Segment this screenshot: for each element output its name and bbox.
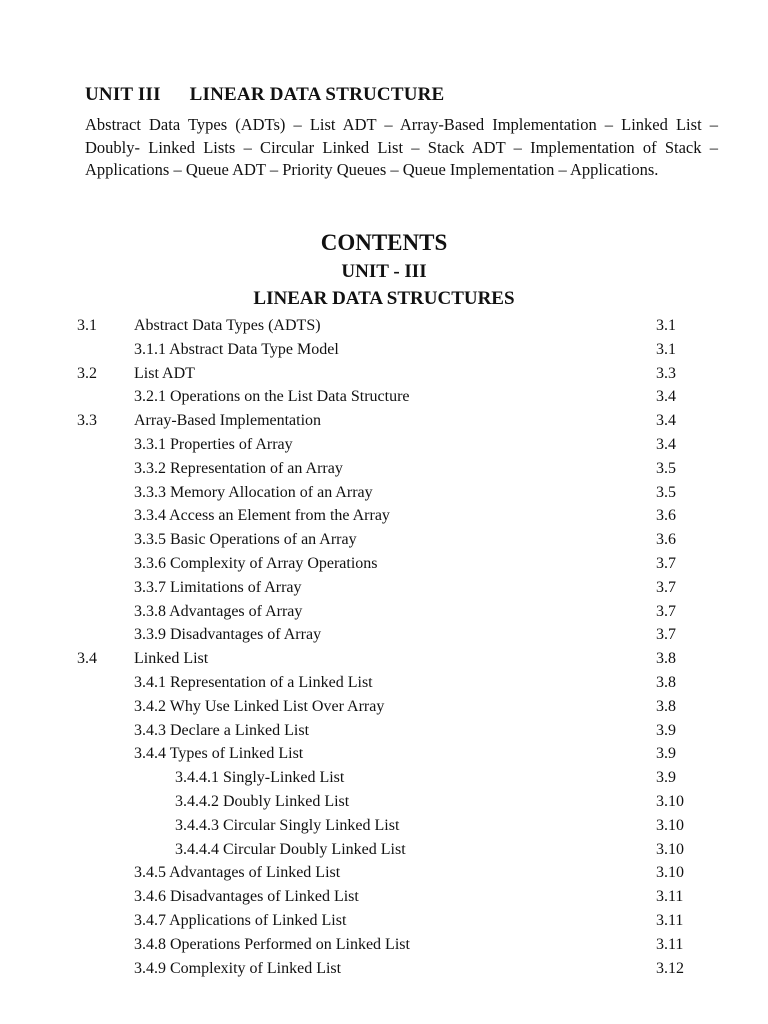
toc-page-number: 3.12 <box>656 959 684 977</box>
toc-entry-title: 3.3.9 Disadvantages of Array <box>134 626 322 644</box>
toc-section-number: 3.2 <box>77 364 97 382</box>
toc-page-number: 3.1 <box>656 340 676 358</box>
toc-entry <box>0 433 768 457</box>
toc-entry-title: 3.3.3 Memory Allocation of an Array <box>134 483 373 501</box>
toc-page-number: 3.7 <box>656 554 676 572</box>
syllabus-paragraph: Abstract Data Types (ADTs) – List ADT – Array-Based Implementation – Linked List – Doubly- Linked Lists – Circular Linked List – Stack ADT – Implementation of Stack – Applications – Queue ADT – Priority Queues – Queue Implementation – Applications. <box>85 115 718 179</box>
toc-page-number: 3.7 <box>656 626 676 644</box>
toc-page-number: 3.5 <box>656 483 676 501</box>
toc-page-number: 3.11 <box>656 911 684 929</box>
toc-entry-title: 3.3.1 Properties of Array <box>134 435 293 453</box>
toc-entry <box>0 552 768 576</box>
toc-entry-title: Array-Based Implementation <box>134 412 322 430</box>
toc-entry-title: 3.3.6 Complexity of Array Operations <box>134 554 378 572</box>
toc-entry <box>0 861 768 885</box>
toc-page-number: 3.1 <box>656 317 676 334</box>
toc-entry-title: 3.3.4 Access an Element from the Array <box>134 507 390 525</box>
toc-entry <box>0 385 768 409</box>
toc-entry-title: 3.4.2 Why Use Linked List Over Array <box>134 697 385 715</box>
toc-page-number: 3.9 <box>656 769 676 787</box>
toc-entry <box>0 623 768 647</box>
toc-entry-title: 3.1.1 Abstract Data Type Model <box>134 340 339 358</box>
toc-entry-title: 3.4.4 Types of Linked List <box>134 745 304 763</box>
toc-entry-title: List ADT <box>134 364 195 382</box>
toc-page-number: 3.11 <box>656 935 684 953</box>
toc-entry <box>0 338 768 362</box>
toc-entry-title: 3.4.5 Advantages of Linked List <box>134 864 341 882</box>
toc-page-number: 3.3 <box>656 364 676 382</box>
toc-entry-title: 3.4.3 Declare a Linked List <box>134 721 310 739</box>
toc-page-number: 3.8 <box>656 650 676 668</box>
toc-entry-title: 3.3.8 Advantages of Array <box>134 602 303 620</box>
toc-page-number: 3.7 <box>656 602 676 620</box>
unit-label: UNIT III <box>85 84 161 105</box>
toc-entry <box>0 695 768 719</box>
toc-page-number: 3.10 <box>656 816 684 834</box>
toc-entry <box>0 362 768 386</box>
toc-page-number: 3.5 <box>656 459 676 477</box>
toc-page-number: 3.4 <box>656 412 676 430</box>
toc-entry-title: 3.4.4.4 Circular Doubly Linked List <box>175 840 406 858</box>
toc-section-number: 3.1 <box>77 317 97 334</box>
toc-section-number: 3.3 <box>77 412 97 430</box>
toc-entry <box>0 719 768 743</box>
toc-entry <box>0 742 768 766</box>
toc-page-number: 3.9 <box>656 721 676 739</box>
toc-entry <box>0 600 768 624</box>
toc-entry <box>0 576 768 600</box>
toc-page-number: 3.9 <box>656 745 676 763</box>
toc-page-number: 3.10 <box>656 840 684 858</box>
toc-entry-title: 3.4.4.3 Circular Singly Linked List <box>175 816 400 834</box>
toc-entry <box>0 766 768 790</box>
toc-page-number: 3.8 <box>656 697 676 715</box>
unit-heading <box>85 84 444 106</box>
toc-entry <box>0 314 768 338</box>
toc-entry <box>0 933 768 957</box>
toc-page-number: 3.6 <box>656 531 676 549</box>
toc-entry <box>0 671 768 695</box>
toc-page-number: 3.11 <box>656 888 684 906</box>
toc-entry <box>0 957 768 981</box>
contents-title: CONTENTS <box>320 230 448 255</box>
toc-entry <box>0 790 768 814</box>
toc-entry-title: 3.2.1 Operations on the List Data Structure <box>134 388 410 406</box>
contents-unit-name: LINEAR DATA STRUCTURES <box>253 288 515 309</box>
toc-entry <box>0 838 768 862</box>
toc-entry <box>0 481 768 505</box>
toc-entry <box>0 504 768 528</box>
toc-entry-title: 3.4.6 Disadvantages of Linked List <box>134 888 359 906</box>
toc-entry-title: 3.4.9 Complexity of Linked List <box>134 959 342 977</box>
toc-page-number: 3.10 <box>656 792 684 810</box>
toc-entry-title: 3.4.7 Applications of Linked List <box>134 911 347 929</box>
unit-title: LINEAR DATA STRUCTURE <box>189 84 445 105</box>
toc-entry <box>0 885 768 909</box>
toc-entry-title: 3.4.4.1 Singly-Linked List <box>175 769 345 787</box>
toc-page-number: 3.7 <box>656 578 676 596</box>
toc-entry-title: Abstract Data Types (ADTS) <box>134 317 321 334</box>
toc-page-number: 3.4 <box>656 388 676 406</box>
toc-entry <box>0 814 768 838</box>
toc-page-number: 3.4 <box>656 435 676 453</box>
toc-entry <box>0 409 768 433</box>
table-of-contents <box>0 314 768 980</box>
contents-unit: UNIT - III <box>341 261 427 282</box>
toc-entry-title: 3.4.8 Operations Performed on Linked List <box>134 935 410 953</box>
toc-entry <box>0 647 768 671</box>
toc-entry-title: 3.3.7 Limitations of Array <box>134 578 302 596</box>
toc-page-number: 3.10 <box>656 864 684 882</box>
toc-entry-title: 3.4.1 Representation of a Linked List <box>134 673 373 691</box>
toc-page-number: 3.6 <box>656 507 676 525</box>
toc-entry <box>0 909 768 933</box>
toc-entry-title: 3.4.4.2 Doubly Linked List <box>175 792 350 810</box>
toc-entry <box>0 528 768 552</box>
toc-page-number: 3.8 <box>656 673 676 691</box>
toc-entry-title: Linked List <box>134 650 209 668</box>
toc-entry-title: 3.3.5 Basic Operations of an Array <box>134 531 357 549</box>
toc-entry-title: 3.3.2 Representation of an Array <box>134 459 343 477</box>
toc-entry <box>0 457 768 481</box>
toc-section-number: 3.4 <box>77 650 97 668</box>
